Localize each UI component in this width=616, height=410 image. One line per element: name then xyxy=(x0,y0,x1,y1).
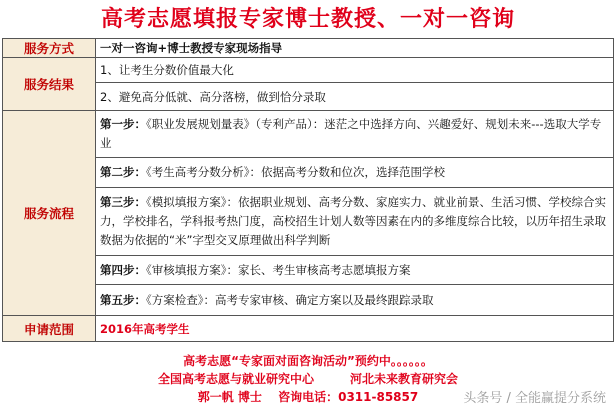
process-step xyxy=(96,158,614,188)
watermark: 头条号 / 全能赢提分系统 xyxy=(463,391,606,406)
step-heading: 第四步： xyxy=(100,262,146,277)
process-step xyxy=(96,285,614,316)
step-text: 《模拟填报方案》：依据职业规划、高考分数、家庭实力、就业前景、生活习惯、学校综合实力，学校排名，学科报考热门度，高校招生计划人数等因素在内的多维度综合比较，以历年招生录取数据为依据的“米”字型交叉原理做出科学判断 xyxy=(100,195,606,247)
process-step xyxy=(96,111,614,158)
step-text: 《方案检查》：高考专家审核、确定方案以及最终跟踪录取 xyxy=(146,292,434,307)
value-apply-scope: 2016年高考学生 xyxy=(96,316,614,342)
label-service-result: 服务结果 xyxy=(3,58,96,111)
step-text: 《审核填报方案》：家长、考生审核高考志愿填报方案 xyxy=(146,262,411,277)
result-item: 1、让考生分数价值最大化 xyxy=(96,58,614,83)
row-apply-scope xyxy=(3,316,614,342)
page-title: 高考志愿填报专家博士教授、一对一咨询 xyxy=(100,6,515,32)
service-table xyxy=(2,38,614,342)
value-service-method: 一对一咨询+博士教授专家现场指导 xyxy=(96,39,614,58)
step-heading: 第二步： xyxy=(100,165,146,179)
step-heading: 第三步： xyxy=(100,195,146,209)
step-heading: 第一步： xyxy=(100,117,146,131)
label-service-process: 服务流程 xyxy=(3,111,96,316)
process-step xyxy=(96,256,614,285)
row-service-process-1 xyxy=(3,111,614,158)
step-heading: 第五步： xyxy=(100,292,146,307)
step-text: 《职业发展规划量表》（专利产品）：迷茫之中选择方向、兴趣爱好、规划未来---选取大学专业 xyxy=(100,117,602,150)
label-apply-scope: 申请范围 xyxy=(3,316,96,342)
result-item: 2、避免高分低就、高分落榜，做到恰分录取 xyxy=(96,83,614,111)
row-service-result-1 xyxy=(3,58,614,83)
label-service-method: 服务方式 xyxy=(3,39,96,58)
footer-organizations: 全国高考志愿与就业研究中心 河北未来教育研究会 xyxy=(157,372,458,386)
row-service-method xyxy=(3,39,614,58)
process-step xyxy=(96,188,614,256)
footer-appointment: 高考志愿“专家面对面咨询活动”预约中。。。。。。 xyxy=(183,354,433,368)
footer-contact: 郭一帆 博士 咨询电话：0311-85857 xyxy=(197,390,419,404)
step-text: 《考生高考分数分析》：依据高考分数和位次，选择范围学校 xyxy=(146,165,445,179)
